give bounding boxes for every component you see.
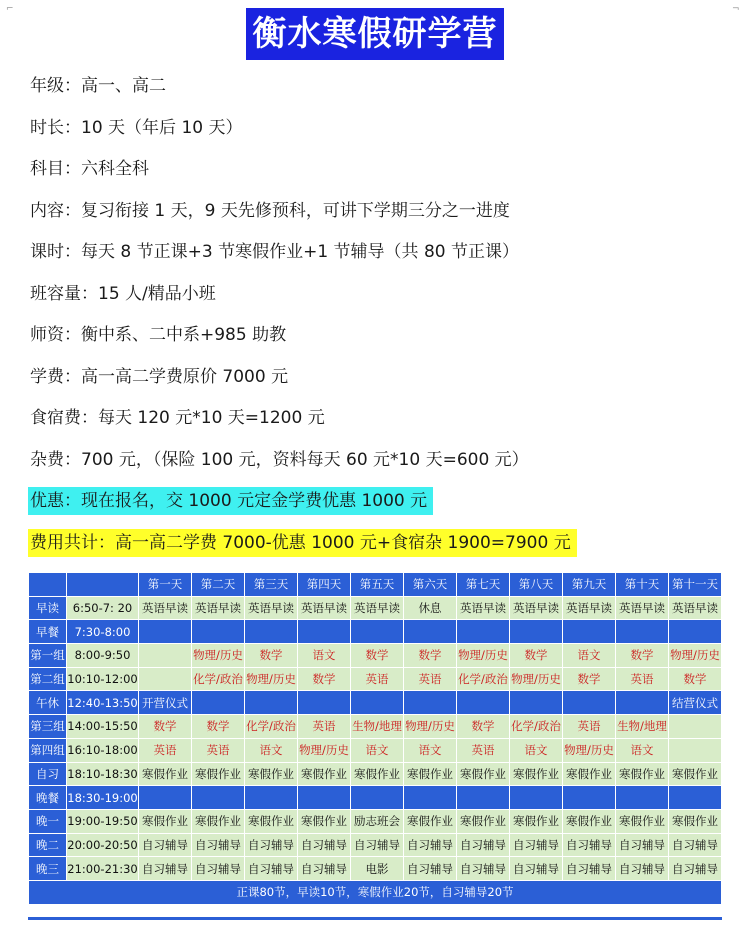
schedule-cell: 寒假作业 [298, 809, 351, 833]
info-section [30, 66, 730, 564]
schedule-cell: 休息 [404, 596, 457, 620]
schedule-cell: 数学 [139, 715, 192, 739]
schedule-cell: 自习辅导 [616, 857, 669, 881]
schedule-cell: 自习辅导 [298, 857, 351, 881]
schedule-cell [510, 620, 563, 644]
schedule-cell: 自习辅导 [139, 857, 192, 881]
schedule-row [29, 620, 722, 644]
schedule-cell [457, 786, 510, 810]
schedule-header-row [29, 573, 722, 597]
schedule-cell [669, 715, 722, 739]
row-label: 晚一 [29, 809, 67, 833]
schedule-cell: 语文 [563, 644, 616, 668]
schedule-cell [139, 620, 192, 644]
schedule-cell: 自习辅导 [298, 833, 351, 857]
row-label: 第二组 [29, 667, 67, 691]
row-label: 第四组 [29, 738, 67, 762]
schedule-cell: 生物/地理 [616, 715, 669, 739]
schedule-cell [139, 644, 192, 668]
row-label: 第一组 [29, 644, 67, 668]
schedule-cell: 励志班会 [351, 809, 404, 833]
schedule-cell: 电影 [351, 857, 404, 881]
schedule-cell: 语文 [404, 738, 457, 762]
schedule-cell: 寒假作业 [616, 809, 669, 833]
schedule-cell: 开营仪式 [139, 691, 192, 715]
row-time: 21:00-21:30 [67, 857, 139, 881]
schedule-cell [298, 691, 351, 715]
page-title: 衡水寒假研学营 [246, 8, 504, 60]
schedule-cell: 寒假作业 [139, 809, 192, 833]
schedule-row [29, 738, 722, 762]
schedule-row [29, 644, 722, 668]
table-bottom-border [28, 917, 722, 920]
schedule-cell: 数学 [457, 715, 510, 739]
schedule-cell: 生物/地理 [351, 715, 404, 739]
schedule-row [29, 667, 722, 691]
schedule-cell: 英语早读 [669, 596, 722, 620]
row-time: 7:30-8:00 [67, 620, 139, 644]
row-time: 10:10-12:00 [67, 667, 139, 691]
row-time: 6:50-7: 20 [67, 596, 139, 620]
schedule-cell: 寒假作业 [139, 762, 192, 786]
row-label: 午休 [29, 691, 67, 715]
schedule-cell: 英语早读 [616, 596, 669, 620]
schedule-cell [351, 691, 404, 715]
schedule-cell: 英语 [563, 715, 616, 739]
schedule-cell [563, 620, 616, 644]
schedule-cell [457, 691, 510, 715]
schedule-row [29, 715, 722, 739]
corner-mark-left: ⌐ [6, 4, 14, 14]
schedule-cell [351, 786, 404, 810]
schedule-cell [616, 691, 669, 715]
schedule-cell: 数学 [669, 667, 722, 691]
row-time: 19:00-19:50 [67, 809, 139, 833]
day-header: 第一天 [139, 573, 192, 597]
schedule-cell: 英语早读 [245, 596, 298, 620]
schedule-cell: 物理/历史 [192, 644, 245, 668]
schedule-cell: 化学/政治 [457, 667, 510, 691]
schedule-cell [404, 786, 457, 810]
info-duration: 时长：10 天（年后 10 天） [30, 117, 243, 138]
schedule-cell [192, 620, 245, 644]
schedule-cell: 自习辅导 [404, 833, 457, 857]
schedule-cell: 自习辅导 [139, 833, 192, 857]
schedule-cell: 物理/历史 [298, 738, 351, 762]
row-time: 20:00-20:50 [67, 833, 139, 857]
header-time [67, 573, 139, 597]
schedule-cell: 英语早读 [457, 596, 510, 620]
schedule-row [29, 596, 722, 620]
schedule-cell: 英语 [298, 715, 351, 739]
schedule-cell [563, 786, 616, 810]
schedule-cell: 数学 [404, 644, 457, 668]
schedule-cell: 寒假作业 [192, 809, 245, 833]
schedule-cell: 物理/历史 [510, 667, 563, 691]
schedule-cell: 英语 [457, 738, 510, 762]
info-grade: 年级：高一、高二 [30, 76, 166, 96]
schedule-cell: 英语早读 [192, 596, 245, 620]
schedule-cell: 数学 [298, 667, 351, 691]
day-header: 第十一天 [669, 573, 722, 597]
schedule-cell: 英语早读 [139, 596, 192, 620]
schedule-cell: 自习辅导 [669, 857, 722, 881]
schedule-cell: 自习辅导 [351, 833, 404, 857]
total-line-row [30, 523, 730, 565]
schedule-cell: 英语早读 [563, 596, 616, 620]
schedule-cell: 数学 [510, 644, 563, 668]
schedule-cell: 英语早读 [298, 596, 351, 620]
schedule-cell: 英语 [351, 667, 404, 691]
schedule-cell: 自习辅导 [404, 857, 457, 881]
header-corner [29, 573, 67, 597]
schedule-cell: 英语 [616, 667, 669, 691]
discount-line: 优惠：现在报名，交 1000 元定金学费优惠 1000 元 [28, 487, 433, 515]
schedule-row [29, 786, 722, 810]
schedule-cell: 寒假作业 [192, 762, 245, 786]
schedule-cell: 物理/历史 [669, 644, 722, 668]
row-time: 16:10-18:00 [67, 738, 139, 762]
day-header: 第十天 [616, 573, 669, 597]
schedule-cell: 物理/历史 [404, 715, 457, 739]
schedule-cell: 寒假作业 [510, 809, 563, 833]
schedule-cell: 自习辅导 [245, 857, 298, 881]
info-tuition: 学费：高一高二学费原价 7000 元 [30, 366, 289, 387]
schedule-row [29, 691, 722, 715]
schedule-cell [669, 620, 722, 644]
schedule-cell [139, 786, 192, 810]
schedule-cell [298, 620, 351, 644]
schedule-cell: 结营仪式 [669, 691, 722, 715]
schedule-cell [510, 786, 563, 810]
schedule-cell: 物理/历史 [563, 738, 616, 762]
row-label: 晚餐 [29, 786, 67, 810]
schedule-cell: 自习辅导 [669, 833, 722, 857]
schedule-summary: 正课80节，早读10节，寒假作业20节，自习辅导20节 [29, 880, 722, 904]
day-header: 第五天 [351, 573, 404, 597]
schedule-cell: 寒假作业 [616, 762, 669, 786]
schedule-cell [245, 691, 298, 715]
schedule-cell: 寒假作业 [457, 762, 510, 786]
schedule-row [29, 762, 722, 786]
schedule-cell [139, 667, 192, 691]
schedule-cell: 自习辅导 [616, 833, 669, 857]
row-label: 早读 [29, 596, 67, 620]
schedule-cell: 数学 [192, 715, 245, 739]
schedule-cell: 化学/政治 [510, 715, 563, 739]
schedule-cell [616, 786, 669, 810]
row-label: 早餐 [29, 620, 67, 644]
day-header: 第二天 [192, 573, 245, 597]
schedule-row [29, 857, 722, 881]
schedule-cell: 自习辅导 [510, 857, 563, 881]
schedule-cell: 语文 [616, 738, 669, 762]
schedule-cell [669, 786, 722, 810]
day-header: 第七天 [457, 573, 510, 597]
row-time: 12:40-13:50 [67, 691, 139, 715]
schedule-cell: 数学 [351, 644, 404, 668]
info-subjects: 科目：六科全科 [30, 159, 149, 179]
schedule-cell: 寒假作业 [669, 809, 722, 833]
schedule-cell: 化学/政治 [245, 715, 298, 739]
schedule-cell: 数学 [616, 644, 669, 668]
info-misc-fees: 杂费：700 元，（保险 100 元，资料每天 60 元*10 天=600 元） [30, 449, 529, 470]
schedule-cell: 自习辅导 [563, 857, 616, 881]
schedule-cell: 寒假作业 [457, 809, 510, 833]
schedule-cell: 数学 [563, 667, 616, 691]
schedule-cell: 化学/政治 [192, 667, 245, 691]
schedule-cell [404, 620, 457, 644]
row-time: 18:10-18:30 [67, 762, 139, 786]
schedule-cell: 英语 [139, 738, 192, 762]
schedule-cell: 寒假作业 [669, 762, 722, 786]
day-header: 第六天 [404, 573, 457, 597]
schedule-cell [192, 691, 245, 715]
row-label: 晚三 [29, 857, 67, 881]
schedule-cell [669, 738, 722, 762]
schedule-cell: 寒假作业 [510, 762, 563, 786]
day-header: 第四天 [298, 573, 351, 597]
schedule-cell: 寒假作业 [245, 762, 298, 786]
schedule-cell: 语文 [510, 738, 563, 762]
info-teachers: 师资：衡中系、二中系+985 助教 [30, 325, 287, 345]
schedule-cell [245, 786, 298, 810]
schedule-cell: 语文 [351, 738, 404, 762]
schedule-cell: 寒假作业 [351, 762, 404, 786]
day-header: 第九天 [563, 573, 616, 597]
schedule-cell: 寒假作业 [404, 809, 457, 833]
row-time: 18:30-19:00 [67, 786, 139, 810]
schedule-cell: 寒假作业 [563, 809, 616, 833]
schedule-cell: 物理/历史 [245, 667, 298, 691]
info-class-size: 班容量：15 人/精品小班 [30, 283, 216, 304]
info-board: 食宿费：每天 120 元*10 天=1200 元 [30, 408, 325, 428]
schedule-cell [245, 620, 298, 644]
schedule-cell: 自习辅导 [457, 833, 510, 857]
schedule-cell: 自习辅导 [245, 833, 298, 857]
schedule-cell: 语文 [298, 644, 351, 668]
schedule-cell [616, 620, 669, 644]
total-cost-line: 费用共计：高一高二学费 7000-优惠 1000 元+食宿杂 1900=7900 元 [28, 529, 577, 557]
row-time: 14:00-15:50 [67, 715, 139, 739]
schedule-cell: 英语 [404, 667, 457, 691]
schedule-cell: 自习辅导 [192, 833, 245, 857]
schedule-cell [404, 691, 457, 715]
schedule-cell [457, 620, 510, 644]
corner-mark-right: ¬ [732, 4, 740, 14]
schedule-cell [192, 786, 245, 810]
schedule-cell: 自习辅导 [563, 833, 616, 857]
schedule-cell: 英语 [192, 738, 245, 762]
day-header: 第八天 [510, 573, 563, 597]
schedule-cell: 自习辅导 [457, 857, 510, 881]
row-time: 8:00-9:50 [67, 644, 139, 668]
schedule-cell: 物理/历史 [457, 644, 510, 668]
schedule-cell: 数学 [245, 644, 298, 668]
row-label: 晚二 [29, 833, 67, 857]
schedule-cell: 英语早读 [510, 596, 563, 620]
day-header: 第三天 [245, 573, 298, 597]
schedule-cell: 寒假作业 [298, 762, 351, 786]
schedule-cell: 英语早读 [351, 596, 404, 620]
schedule-cell [510, 691, 563, 715]
schedule-row [29, 833, 722, 857]
discount-line-row [30, 481, 730, 523]
schedule-footer-row [29, 880, 722, 904]
schedule-cell [298, 786, 351, 810]
schedule-cell: 寒假作业 [563, 762, 616, 786]
info-content: 内容：复习衔接 1 天，9 天先修预科，可讲下学期三分之一进度 [30, 200, 510, 221]
schedule-body [29, 596, 722, 880]
row-label: 第三组 [29, 715, 67, 739]
schedule-cell [351, 620, 404, 644]
row-label: 自习 [29, 762, 67, 786]
schedule-cell: 自习辅导 [192, 857, 245, 881]
schedule-cell: 语文 [245, 738, 298, 762]
schedule-row [29, 809, 722, 833]
schedule-cell [563, 691, 616, 715]
schedule-cell: 寒假作业 [404, 762, 457, 786]
schedule-table-container [28, 572, 722, 917]
schedule-cell: 自习辅导 [510, 833, 563, 857]
info-class-hours: 课时：每天 8 节正课+3 节寒假作业+1 节辅导（共 80 节正课） [30, 242, 519, 262]
schedule-table [28, 572, 722, 905]
schedule-cell: 寒假作业 [245, 809, 298, 833]
